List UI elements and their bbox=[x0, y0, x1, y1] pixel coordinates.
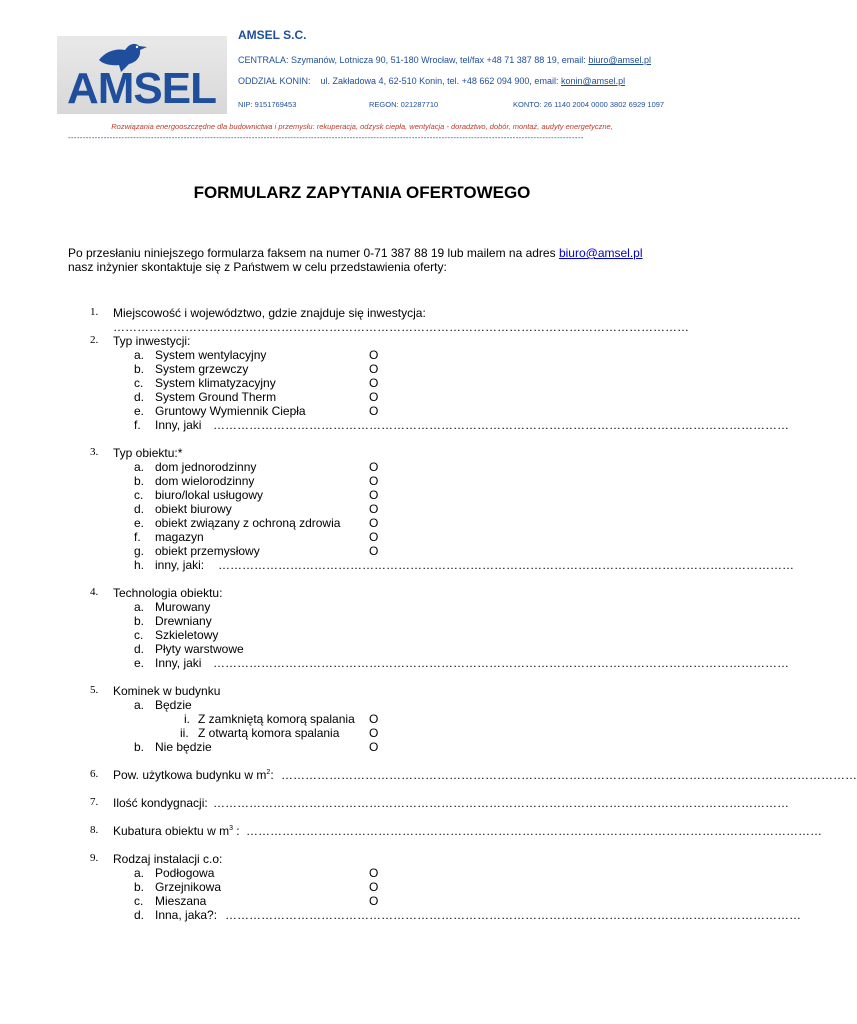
question-number: 7. bbox=[90, 796, 99, 808]
list-item: d. bbox=[134, 908, 145, 922]
centrala-address: Szymanów, Lotnicza 90, 51-180 Wrocław, tel/fax +48 71 387 88 19, email: bbox=[291, 55, 586, 65]
option-label: obiekt przemysłowy bbox=[155, 544, 260, 558]
option-label: Mieszana bbox=[155, 894, 207, 908]
checkbox-circle[interactable]: O bbox=[369, 488, 379, 502]
option-label: Drewniany bbox=[155, 614, 212, 628]
option-label: dom jednorodzinny bbox=[155, 460, 257, 474]
oddzial-label: ODDZIAŁ KONIN: bbox=[238, 76, 311, 86]
oddzial-line bbox=[238, 76, 625, 86]
question-number: 3. bbox=[90, 446, 99, 458]
list-item: f. bbox=[134, 418, 141, 432]
list-item: d. bbox=[134, 502, 145, 516]
nip-text: NIP: 9151769453 bbox=[238, 100, 297, 109]
checkbox-circle[interactable]: O bbox=[369, 726, 379, 740]
checkbox-circle[interactable]: O bbox=[369, 544, 379, 558]
checkbox-circle[interactable]: O bbox=[369, 712, 379, 726]
question-label: Ilość kondygnacji: bbox=[113, 796, 208, 810]
option-label: magazyn bbox=[155, 530, 204, 544]
checkbox-circle[interactable]: O bbox=[369, 516, 379, 530]
checkbox-circle[interactable]: O bbox=[369, 502, 379, 516]
option-label: Gruntowy Wymiennik Ciepła bbox=[155, 404, 306, 418]
list-item: a. bbox=[134, 348, 145, 362]
checkbox-circle[interactable]: O bbox=[369, 362, 379, 376]
header-divider: ------------------------------------------------------------------------------------------------------------------------------------------------------------------------------ bbox=[68, 133, 584, 142]
checkbox-circle[interactable]: O bbox=[369, 404, 379, 418]
question-number: 2. bbox=[90, 334, 99, 346]
company-name: AMSEL S.C. bbox=[238, 28, 307, 42]
centrala-line bbox=[238, 55, 651, 65]
option-label: dom wielorodzinny bbox=[155, 474, 255, 488]
list-item: c. bbox=[134, 894, 144, 908]
question-number: 9. bbox=[90, 852, 99, 864]
list-item: b. bbox=[134, 362, 145, 376]
answer-field[interactable]: ……………………………………………………………………………………………………………………………… bbox=[213, 656, 789, 670]
list-item: d. bbox=[134, 642, 145, 656]
option-label: Będzie bbox=[155, 698, 192, 712]
question-label: Typ obiektu:* bbox=[113, 446, 183, 460]
answer-field[interactable]: ……………………………………………………………………………………………………………………………… bbox=[113, 320, 689, 334]
checkbox-circle[interactable]: O bbox=[369, 880, 379, 894]
list-item: g. bbox=[134, 544, 145, 558]
company-logo bbox=[57, 36, 227, 114]
list-item: e. bbox=[134, 656, 145, 670]
checkbox-circle[interactable]: O bbox=[369, 376, 379, 390]
option-label: Podłogowa bbox=[155, 866, 215, 880]
option-label: biuro/lokal usługowy bbox=[155, 488, 264, 502]
option-label: Nie będzie bbox=[155, 740, 212, 754]
question-number: 5. bbox=[90, 684, 99, 696]
list-item: a. bbox=[134, 866, 145, 880]
question-label: Typ inwestycji: bbox=[113, 334, 191, 348]
checkbox-circle[interactable]: O bbox=[369, 390, 379, 404]
option-label: Inny, jaki bbox=[155, 656, 202, 670]
list-item: a. bbox=[134, 460, 145, 474]
question-label: Kominek w budynku bbox=[113, 684, 221, 698]
option-label: obiekt związany z ochroną zdrowia bbox=[155, 516, 341, 530]
checkbox-circle[interactable]: O bbox=[369, 474, 379, 488]
option-label: Szkieletowy bbox=[155, 628, 219, 642]
answer-field[interactable]: ……………………………………………………………………………………………………………………………… bbox=[281, 768, 857, 782]
option-label: Płyty warstwowe bbox=[155, 642, 244, 656]
list-item: h. bbox=[134, 558, 145, 572]
centrala-email-link[interactable]: biuro@amsel.pl bbox=[588, 55, 651, 65]
list-item: c. bbox=[134, 488, 144, 502]
oddzial-email-link[interactable]: konin@amsel.pl bbox=[560, 76, 626, 86]
question-number: 1. bbox=[90, 306, 99, 318]
option-label: Inny, jaki bbox=[155, 418, 202, 432]
list-item: b. bbox=[134, 474, 145, 488]
centrala-label: CENTRALA: bbox=[238, 55, 289, 65]
list-item: a. bbox=[134, 600, 145, 614]
oddzial-address: ul. Zakładowa 4, 62-510 Konin, tel. +48 662 094 900, email: bbox=[320, 76, 559, 86]
answer-field[interactable]: ……………………………………………………………………………………………………………………………… bbox=[213, 418, 789, 432]
option-label: System Ground Therm bbox=[155, 390, 277, 404]
answer-field[interactable]: ……………………………………………………………………………………………………………………………… bbox=[225, 908, 801, 922]
page-title: FORMULARZ ZAPYTANIA OFERTOWEGO bbox=[193, 183, 531, 202]
list-item: e. bbox=[134, 404, 145, 418]
option-label: Grzejnikowa bbox=[155, 880, 222, 894]
checkbox-circle[interactable]: O bbox=[369, 866, 379, 880]
list-item: e. bbox=[134, 516, 145, 530]
answer-field[interactable]: ……………………………………………………………………………………………………………………………… bbox=[213, 796, 789, 810]
intro-text-2: nasz inżynier skontaktuje się z Państwem w celu przedstawienia oferty: bbox=[68, 260, 447, 274]
question-label: Technologia obiektu: bbox=[113, 586, 223, 600]
question-label: Pow. użytkowa budynku w $m^2$: bbox=[113, 768, 274, 782]
question-label: Miejscowość i województwo, gdzie znajduje się inwestycja: bbox=[113, 306, 426, 320]
answer-field[interactable]: ……………………………………………………………………………………………………………………………… bbox=[246, 824, 822, 838]
checkbox-circle[interactable]: O bbox=[369, 460, 379, 474]
checkbox-circle[interactable]: O bbox=[369, 740, 379, 754]
option-label: Z otwartą komora spalania bbox=[198, 726, 340, 740]
list-item: f. bbox=[134, 530, 141, 544]
option-label: inny, jaki: bbox=[155, 558, 205, 572]
list-item: b. bbox=[134, 614, 145, 628]
intro-paragraph bbox=[68, 246, 664, 274]
option-label: System wentylacyjny bbox=[155, 348, 267, 362]
logo-text: AMSEL bbox=[67, 64, 216, 113]
list-item: i. bbox=[184, 712, 190, 726]
list-item: c. bbox=[134, 376, 144, 390]
option-label: Z zamkniętą komorą spalania bbox=[198, 712, 355, 726]
slogan: Rozwiązania energooszczędne dla budownictwa i przemysłu: rekuperacja, odzysk ciepła, wentylacja - doradztwo, dobór, montaż, audyty energetyczne, bbox=[111, 122, 613, 131]
question-number: 6. bbox=[90, 768, 99, 780]
checkbox-circle[interactable]: O bbox=[369, 894, 379, 908]
list-item: a. bbox=[134, 698, 145, 712]
option-label: System grzewczy bbox=[155, 362, 249, 376]
list-item: b. bbox=[134, 740, 145, 754]
option-label: Murowany bbox=[155, 600, 211, 614]
checkbox-circle[interactable]: O bbox=[369, 530, 379, 544]
answer-field[interactable]: ……………………………………………………………………………………………………………………………… bbox=[218, 558, 794, 572]
list-item: ii. bbox=[180, 726, 189, 740]
intro-email-link[interactable]: biuro@amsel.pl bbox=[558, 246, 643, 260]
question-label: Kubatura obiektu w $m^3$ : bbox=[113, 824, 240, 838]
list-item: b. bbox=[134, 880, 145, 894]
option-label: obiekt biurowy bbox=[155, 502, 232, 516]
konto-text: KONTO: 26 1140 2004 0000 3802 6929 1097 bbox=[513, 100, 665, 109]
list-item: c. bbox=[134, 628, 144, 642]
regon-text: REGON: 021287710 bbox=[369, 100, 439, 109]
option-label: Inna, jaka?: bbox=[155, 908, 218, 922]
question-label: Rodzaj instalacji c.o: bbox=[113, 852, 223, 866]
option-label: System klimatyzacyjny bbox=[155, 376, 276, 390]
checkbox-circle[interactable]: O bbox=[369, 348, 379, 362]
question-number: 4. bbox=[90, 586, 99, 598]
list-item: d. bbox=[134, 390, 145, 404]
intro-text: Po przesłaniu niniejszego formularza faksem na numer 0-71 387 88 19 lub mailem na adres bbox=[68, 246, 556, 260]
question-number: 8. bbox=[90, 824, 99, 836]
